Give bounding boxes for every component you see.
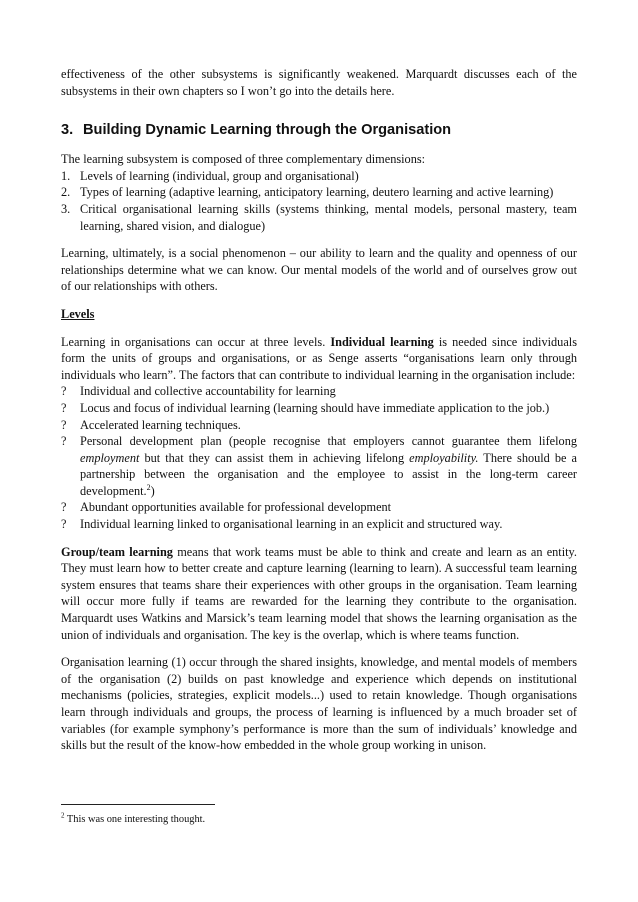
factor4-post: There should be a partnership between the organisation and the employee to assist in the long-term career development.	[80, 450, 577, 498]
footnote-text: This was one interesting thought.	[64, 814, 206, 825]
section-title: Building Dynamic Learning through the Organisation	[83, 122, 452, 139]
list-item	[61, 433, 577, 499]
list-item	[61, 184, 577, 201]
factor4-pre: Personal development plan (people recognise that employers cannot guarantee them lifelong	[80, 434, 577, 449]
list-item-text: Types of learning (adaptive learning, anticipatory learning, deutero learning and active learning)	[80, 185, 554, 200]
bullet-marker: ?	[61, 417, 67, 432]
levels-paragraph	[61, 334, 577, 384]
list-item	[61, 400, 577, 417]
footnote-reference: 2	[146, 482, 151, 492]
factor4-mid: but that they can assist them in achieving lifelong	[139, 450, 410, 465]
list-item	[61, 516, 577, 533]
group-text: means that work teams must be able to think and create and learn as an entity. They must learn how to better create and capture learning (learning to learn). A successful team learning system ensures that teams share their experiences with other groups in the organisation. Team learning will occur more fully if teams are rewarded for the learning they contribute to the organisation. Marquardt uses Watkins and Marsick’s team learning model that shows the learning organisation as the union of individuals and organisation. The key is the overlap, which is where teams function.	[61, 544, 577, 642]
list-item	[61, 201, 577, 234]
list-number: 2.	[61, 185, 71, 200]
levels-bold-term: Individual learning	[330, 334, 434, 349]
list-item-text: Individual and collective accountability for learning	[80, 384, 336, 399]
bullet-marker: ?	[61, 400, 67, 415]
bullet-marker: ?	[61, 517, 67, 532]
bullet-marker: ?	[61, 384, 67, 399]
list-item-text: Abundant opportunities available for professional development	[80, 500, 392, 515]
list-item-text: Locus and focus of individual learning (learning should have immediate application to the job.)	[80, 400, 550, 415]
footnote-divider	[61, 804, 215, 805]
social-paragraph: Learning, ultimately, is a social phenomenon – our ability to learn and the quality and openness of our relationships determine what we can know. Our mental models of the world and of ourselves grow out of our relationships with others.	[61, 246, 577, 294]
list-item	[61, 499, 577, 516]
factors-list	[61, 383, 577, 532]
factor4-close: )	[150, 483, 155, 498]
bullet-marker: ?	[61, 500, 67, 515]
intro-paragraph: effectiveness of the other subsystems is significantly weakened. Marquardt discusses each of the subsystems in their own chapters so I won’t go into the details here.	[61, 67, 577, 98]
factor4-italic-employability: employability.	[409, 450, 479, 465]
list-item-text	[80, 434, 577, 498]
list-item-text: Individual learning linked to organisational learning in an explicit and structured way.	[80, 517, 503, 532]
list-item	[61, 168, 577, 185]
document-page	[61, 66, 577, 754]
list-number: 3.	[61, 201, 71, 216]
section-heading	[61, 120, 577, 140]
dimensions-lead: The learning subsystem is composed of three complementary dimensions:	[61, 152, 426, 167]
bullet-marker: ?	[61, 434, 67, 449]
list-number: 1.	[61, 168, 71, 183]
footnote	[61, 813, 205, 826]
dimensions-list	[61, 168, 577, 234]
levels-text-start: Learning in organisations can occur at three levels.	[61, 334, 331, 349]
list-item-text: Critical organisational learning skills (systems thinking, mental models, personal mastery, team learning, shared vision, and dialogue)	[80, 201, 577, 233]
group-paragraph	[61, 544, 577, 644]
org-paragraph: Organisation learning (1) occur through the shared insights, knowledge, and mental models of members of the organisation (2) builds on past knowledge and experience which depends on institutional mechanisms (policies, strategies, explicit models...) used to retain knowledge. Though organisations learn through individuals and groups, the process of learning is influenced by a much broader set of variables (for example symphony’s performance is more than the sum of individuals’ knowledge and skills but the result of the know-how embedded in the whole group working in unison.	[61, 655, 577, 753]
list-item	[61, 417, 577, 434]
section-number: 3.	[61, 122, 74, 139]
list-item	[61, 383, 577, 400]
levels-text-end: is needed since individuals form the units of groups and organisations, or as Senge asserts “organisations learn only through individuals who learn”. The factors that can contribute to individual learning in the organisation include:	[61, 334, 577, 382]
group-bold-term: Group/team learning	[61, 544, 173, 559]
list-item-text: Levels of learning (individual, group and organisational)	[80, 168, 359, 183]
factor4-italic-employment: employment	[80, 450, 140, 465]
list-item-text: Accelerated learning techniques.	[80, 417, 241, 432]
levels-heading: Levels	[61, 306, 95, 321]
footnote-mark: 2	[61, 811, 65, 820]
